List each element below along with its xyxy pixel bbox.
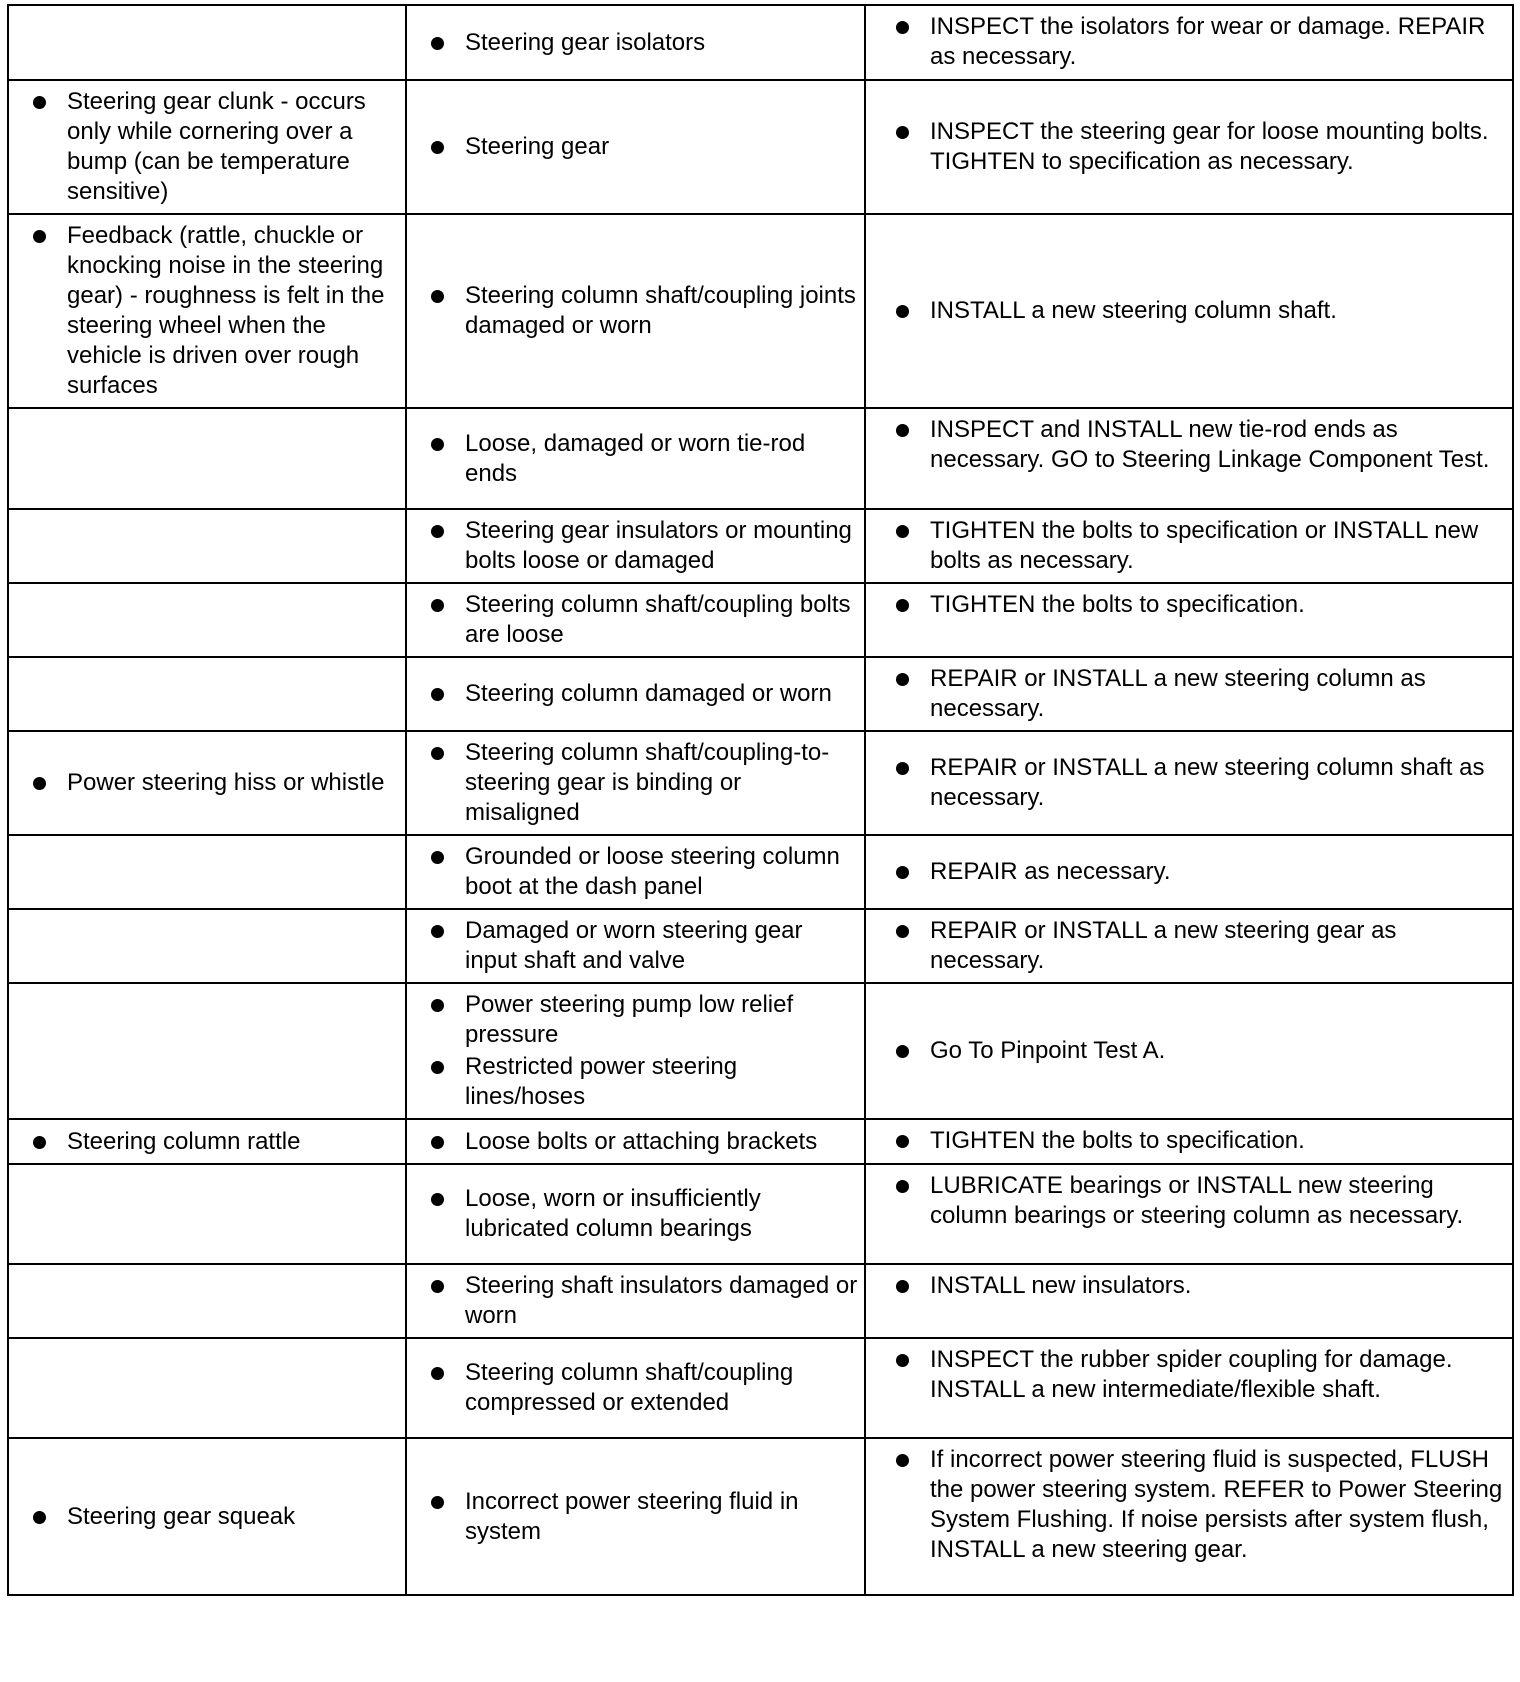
table-row (8, 408, 1513, 509)
action-cell (865, 835, 1513, 909)
cause-cell (406, 80, 865, 214)
condition-cell (8, 214, 406, 408)
table-row (8, 5, 1513, 80)
table-row (8, 80, 1513, 214)
table-row (8, 835, 1513, 909)
condition-cell (8, 983, 406, 1119)
symptom-chart-table (7, 4, 1514, 1596)
bullet-item: Feedback (rattle, chuckle or knocking noise in the steering gear) - roughness is felt in the steering wheel when the vehicle is driven over rough surfaces (31, 221, 401, 401)
bullet-item: INSPECT the rubber spider coupling for damage. INSTALL a new intermediate/flexible shaft. (894, 1345, 1510, 1405)
bullet-item: Steering gear (429, 132, 860, 162)
bullet-item: INSTALL a new steering column shaft. (894, 296, 1510, 326)
action-cell (865, 408, 1513, 509)
cause-cell (406, 5, 865, 80)
cause-cell (406, 214, 865, 408)
condition-cell (8, 1164, 406, 1264)
cause-cell (406, 1438, 865, 1595)
bullet-item: Power steering hiss or whistle (31, 768, 401, 798)
cause-cell (406, 1164, 865, 1264)
bullet-item: LUBRICATE bearings or INSTALL new steering column bearings or steering column as necessary. (894, 1171, 1510, 1231)
bullet-item: INSPECT the isolators for wear or damage. REPAIR as necessary. (894, 12, 1510, 72)
action-cell (865, 5, 1513, 80)
cause-cell (406, 408, 865, 509)
bullet-item: If incorrect power steering fluid is suspected, FLUSH the power steering system. REFER to Power Steering System Flushing. If noise persists after system flush, INSTALL a new steering gear. (894, 1445, 1510, 1565)
action-cell (865, 909, 1513, 983)
table-row (8, 657, 1513, 731)
bullet-item: Steering column shaft/coupling-to-steering gear is binding or misaligned (429, 738, 860, 828)
cause-cell (406, 583, 865, 657)
action-cell (865, 1438, 1513, 1595)
bullet-item: TIGHTEN the bolts to specification. (894, 590, 1510, 620)
bullet-item: INSPECT and INSTALL new tie-rod ends as necessary. GO to Steering Linkage Component Test. (894, 415, 1510, 475)
table-row (8, 214, 1513, 408)
table-row (8, 1338, 1513, 1438)
table-row (8, 1438, 1513, 1595)
action-cell (865, 731, 1513, 835)
table-row (8, 1164, 1513, 1264)
bullet-item: Steering gear clunk - occurs only while cornering over a bump (can be temperature sensitive) (31, 87, 401, 207)
action-cell (865, 1164, 1513, 1264)
condition-cell (8, 657, 406, 731)
cause-cell (406, 1264, 865, 1338)
cause-cell (406, 657, 865, 731)
bullet-item: Grounded or loose steering column boot at the dash panel (429, 842, 860, 902)
bullet-item: REPAIR or INSTALL a new steering column shaft as necessary. (894, 753, 1510, 813)
cause-cell (406, 1338, 865, 1438)
action-cell (865, 80, 1513, 214)
bullet-item: Steering gear isolators (429, 28, 860, 58)
bullet-item: Restricted power steering lines/hoses (429, 1052, 860, 1112)
action-cell (865, 214, 1513, 408)
bullet-item: Steering column shaft/coupling compressed or extended (429, 1358, 860, 1418)
condition-cell (8, 1438, 406, 1595)
condition-cell (8, 408, 406, 509)
bullet-item: Steering column damaged or worn (429, 679, 860, 709)
bullet-item: REPAIR or INSTALL a new steering column as necessary. (894, 664, 1510, 724)
condition-cell (8, 583, 406, 657)
table-row (8, 509, 1513, 583)
bullet-item: REPAIR or INSTALL a new steering gear as necessary. (894, 916, 1510, 976)
condition-cell (8, 80, 406, 214)
bullet-item: INSTALL new insulators. (894, 1271, 1510, 1301)
table-row (8, 1264, 1513, 1338)
action-cell (865, 983, 1513, 1119)
condition-cell (8, 5, 406, 80)
bullet-item: Steering shaft insulators damaged or worn (429, 1271, 860, 1331)
condition-cell (8, 731, 406, 835)
action-cell (865, 1119, 1513, 1164)
bullet-item: TIGHTEN the bolts to specification. (894, 1126, 1510, 1156)
table-row (8, 731, 1513, 835)
condition-cell (8, 909, 406, 983)
bullet-item: Loose, worn or insufficiently lubricated column bearings (429, 1184, 860, 1244)
bullet-item: INSPECT the steering gear for loose mounting bolts. TIGHTEN to specification as necessary. (894, 117, 1510, 177)
cause-cell (406, 835, 865, 909)
condition-cell (8, 1119, 406, 1164)
cause-cell (406, 1119, 865, 1164)
condition-cell (8, 1264, 406, 1338)
action-cell (865, 509, 1513, 583)
table-row (8, 983, 1513, 1119)
table-row (8, 909, 1513, 983)
bullet-item: Steering gear squeak (31, 1502, 401, 1532)
table-row (8, 583, 1513, 657)
bullet-item: Steering gear insulators or mounting bolts loose or damaged (429, 516, 860, 576)
bullet-item: REPAIR as necessary. (894, 857, 1510, 887)
action-cell (865, 1338, 1513, 1438)
bullet-item: Steering column shaft/coupling joints damaged or worn (429, 281, 860, 341)
bullet-item: TIGHTEN the bolts to specification or INSTALL new bolts as necessary. (894, 516, 1510, 576)
bullet-item: Damaged or worn steering gear input shaft and valve (429, 916, 860, 976)
table-row (8, 1119, 1513, 1164)
bullet-item: Go To Pinpoint Test A. (894, 1036, 1510, 1066)
action-cell (865, 583, 1513, 657)
condition-cell (8, 835, 406, 909)
diagnosis-chart (7, 4, 1512, 1596)
cause-cell (406, 909, 865, 983)
cause-cell (406, 731, 865, 835)
condition-cell (8, 1338, 406, 1438)
bullet-item: Steering column rattle (31, 1127, 401, 1157)
bullet-item: Steering column shaft/coupling bolts are loose (429, 590, 860, 650)
cause-cell (406, 983, 865, 1119)
condition-cell (8, 509, 406, 583)
action-cell (865, 657, 1513, 731)
bullet-item: Power steering pump low relief pressure (429, 990, 860, 1050)
cause-cell (406, 509, 865, 583)
bullet-item: Incorrect power steering fluid in system (429, 1487, 860, 1547)
bullet-item: Loose bolts or attaching brackets (429, 1127, 860, 1157)
bullet-item: Loose, damaged or worn tie-rod ends (429, 429, 860, 489)
action-cell (865, 1264, 1513, 1338)
